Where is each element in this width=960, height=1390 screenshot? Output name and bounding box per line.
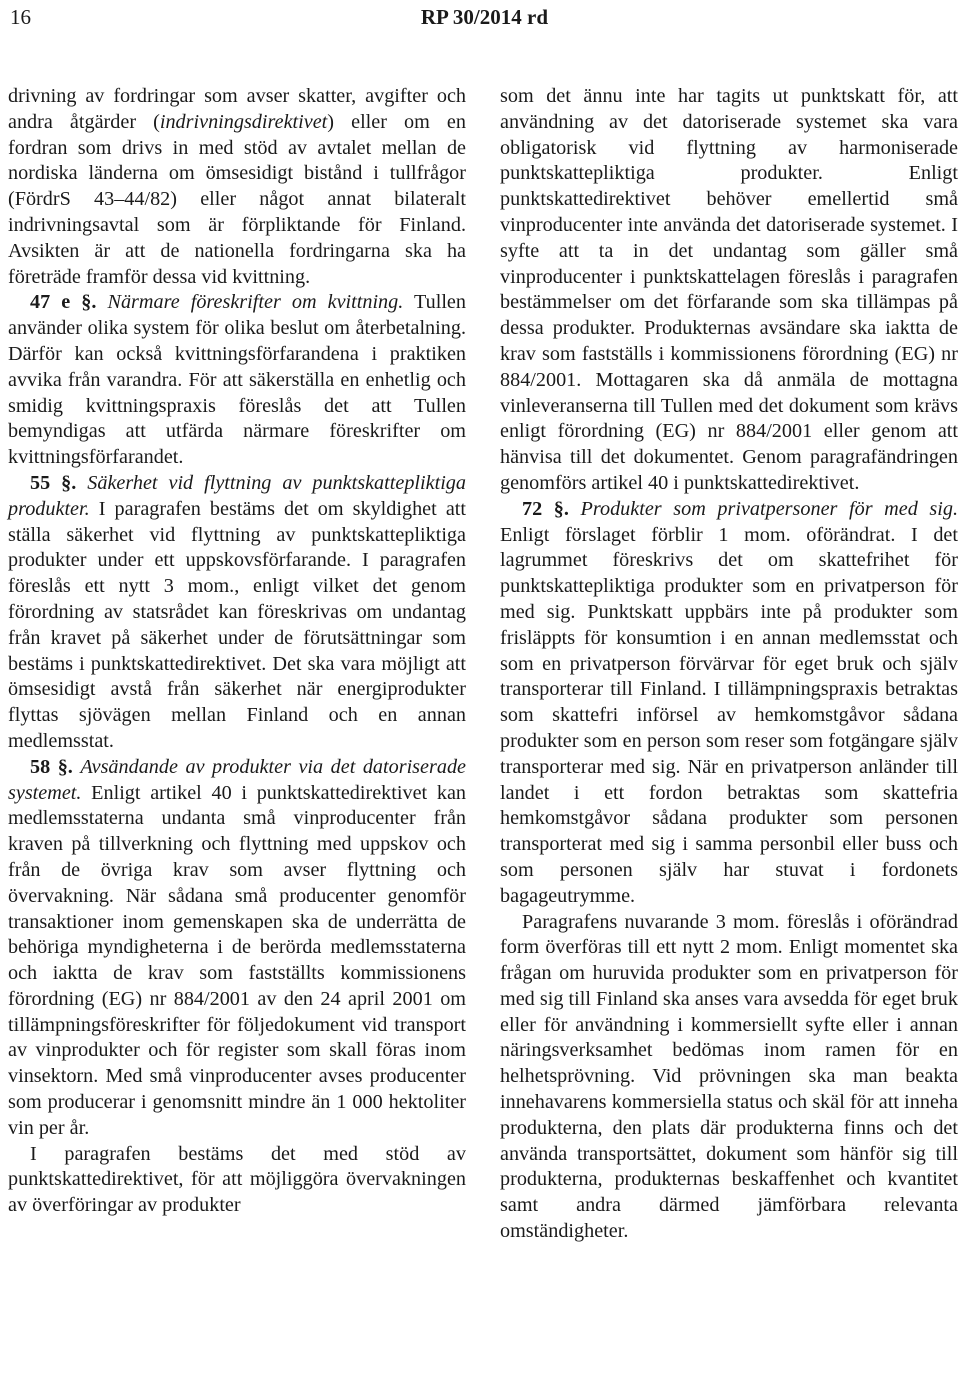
section-47e <box>8 290 466 471</box>
paragraph <box>8 84 466 290</box>
document-id: RP 30/2014 rd <box>420 5 548 29</box>
section-text: Enligt artikel 40 i punktskattedirektivet kan medlemsstaterna undanta små vinproducenter från kraven på tillverkning och flyttning med uppskov och från de övriga krav som avser flyttning och övervakning. När sådana små producenter genomför transaktioner inom gemenskapen ska de underrätta de behöriga myndigheterna i de berörda medlemsstaterna och iaktta de krav som fastställts kommissionens förordning (EG) nr 884/2001 av den 24 april 2001 om tillämpningsföreskrifter för följedokument vid transport av vinprodukter och för register som skall föras inom vinsektorn. Med små vinproducenter avses producenter som producerar i genomsnitt mindre än 1 000 hektoliter vin per år. <box>8 781 466 1139</box>
directive-name: indrivningsdirektivet <box>159 110 328 133</box>
right-column <box>500 84 958 1245</box>
text: drivning av fordringar som avser skatter, avgifter och andra åtgärder ( <box>8 85 466 133</box>
section-text: Enligt förslaget förblir 1 mom. oförändrat. I det lagrummet föreskrivs det om skattefrihet för punktskattepliktiga produkter som en privatperson för med sig. Punktskatt uppbärs inte på produkter som frisläppts för konsumtion i en annan medlemsstat och som en privatperson förvärvar för eget bruk och själv transporterar till Finland. I tillämpningspraxis betraktas som skattefri införsel av hemkomstgåvor sådana produkter som en person som reser som fotgängare själv transporterar med sig. När en privatperson anländer till landet i ett fordon betraktas som skattefria hemkomstgåvor sådana produkter som personen transporterat med sig i samma personbil eller buss och som personen själv har stuvat i fordonets bagageutrymme. <box>500 523 958 907</box>
section-number: 58 §. <box>30 755 73 778</box>
section-title: Produkter som privatpersoner för med sig. <box>580 497 959 520</box>
section-title: Närmare föreskrifter om kvittning. <box>107 291 404 314</box>
page-number: 16 <box>10 5 31 29</box>
section-72 <box>500 497 958 910</box>
paragraph: som det ännu inte har tagits ut punktskatt för, att användning av det datoriserade systemet ska vara obligatorisk vid flyttning av harmoniserade punktskattepliktiga produkter. Enligt punktskattedirektivet behöver emellertid små vinproducenter inte använda det datoriserade systemet. I syfte att ta in det undantag som gäller små vinproducenter i punktskattelagen föreslås i paragrafen bestämmelser om det förfarande som ska tillämpas på dessa produkter. Produkternas avsändare ska iaktta de krav som fastställs i kommissionens förordning (EG) nr 884/2001. Mottagaren ska då anmäla de mottagna vinleveranserna till Tullen med det dokument som krävs enligt förordning (EG) nr 884/2001 eller genom att hänvisa till det dokumentet. Genom paragrafändringen genomförs artikel 40 i punktskattedirektivet. <box>500 85 958 494</box>
section-55 <box>8 471 466 755</box>
left-column <box>8 84 466 1219</box>
section-text: Tullen använder olika system för olika beslut om återbetalning. Därför kan också kvittningsförfarandena i praktiken avvika från varandra. För att säkerställa en enhetlig och smidig kvittningspraxis föreslås det att Tullen bemyndigas att utfärda närmare föreskrifter om kvittningsförfarandet. <box>8 291 466 469</box>
section-number: 72 §. <box>522 497 569 520</box>
paragraph: Paragrafens nuvarande 3 mom. föreslås i oförändrad form överföras till ett nytt 2 mom. Enligt momentet ska frågan om huruvida produkter som en privatperson för med sig till Finland ska anses vara avsedda för eget bruk eller för användning i kommersiellt syfte eller i annan näringsverksamhet bedömas inom ramen för en helhetsprövning. Vid prövningen ska man beakta innehavarens kommersiella status och skäl för att inneha produkterna, den plats där produkterna finns och det använda transportsättet, dokument som hänför sig till produkterna, produkternas beskaffenhet och kvantitet samt andra därmed jämförbara relevanta omständigheter. <box>500 910 958 1243</box>
section-58 <box>8 755 466 1142</box>
section-number: 47 e §. <box>30 291 97 314</box>
page-header <box>0 0 960 34</box>
section-title: Avsändande av produkter via det datoriserade systemet. <box>8 755 467 804</box>
section-text: I paragrafen bestäms det om skyldighet att ställa säkerhet vid flyttning av punktskattepliktiga produkter under ett uppskovsförfarande. I paragrafen föreslås ett nytt 3 mom., enligt vilket det genom förordning av statsrådet kan föreskrivas om undantag från kravet på säkerhet under de förutsättningar som bestäms i punktskattedirektivet. Det ska vara möjligt att ömsesidigt avstå från säkerhet när energiprodukter flyttas sjövägen mellan Finland och en annan medlemsstat. <box>8 497 466 752</box>
paragraph: I paragrafen bestäms det med stöd av punktskattedirektivet, för att möjliggöra övervakningen av överföringar av produkter <box>8 1142 466 1217</box>
section-number: 55 §. <box>30 471 77 494</box>
text: ) eller om en fordran som drivs in med stöd av avtalet mellan de nordiska länderna om ömsesidigt bistånd i tullfrågor (FördrS 43–44/82) eller något annat bilateralt indrivningsavtal som är förpliktande för Finland. Avsikten är att de nationella fordringarna ska ha företräde framför dessa vid kvittning. <box>8 110 466 288</box>
section-title: Säkerhet vid flyttning av punktskattepliktiga produkter. <box>8 471 466 520</box>
